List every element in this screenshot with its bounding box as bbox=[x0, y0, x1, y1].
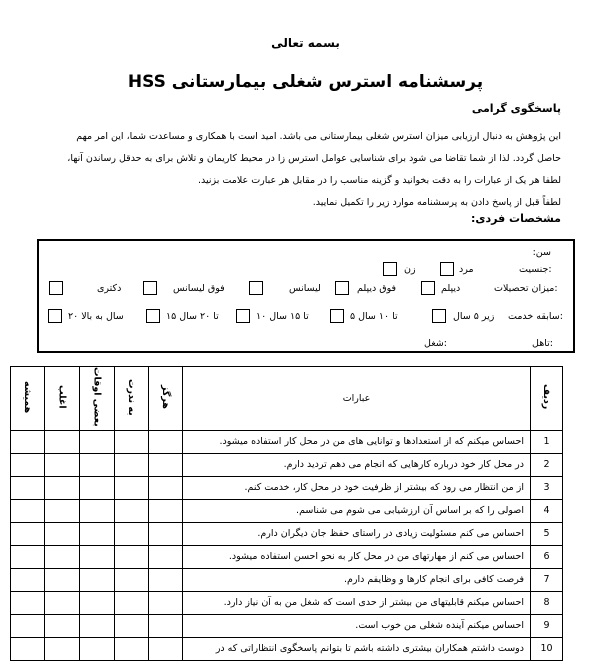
gender-label: جنسیت: bbox=[519, 264, 552, 275]
answer-cell-often[interactable] bbox=[45, 522, 80, 545]
answer-cell-sometimes[interactable] bbox=[80, 522, 115, 545]
row-number: 4 bbox=[531, 499, 563, 522]
answer-cell-rarely[interactable] bbox=[115, 568, 149, 591]
answer-cell-always[interactable] bbox=[11, 430, 45, 453]
table-row bbox=[11, 476, 563, 499]
answer-cell-never[interactable] bbox=[149, 591, 183, 614]
experience-label: سابقه خدمت: bbox=[508, 311, 563, 322]
statement-text: اصولی را که بر اساس آن ارزشیابی می شوم می شناسم. bbox=[183, 499, 531, 522]
row-number: 6 bbox=[531, 545, 563, 568]
answer-cell-rarely[interactable] bbox=[115, 591, 149, 614]
edu-master-label: فوق لیسانس bbox=[173, 283, 225, 294]
exp-over20-label: ۲۰ سال به بالا bbox=[68, 311, 124, 322]
edu-phd-checkbox[interactable] bbox=[49, 281, 63, 295]
row-number: 5 bbox=[531, 522, 563, 545]
answer-cell-sometimes[interactable] bbox=[80, 430, 115, 453]
answer-cell-always[interactable] bbox=[11, 499, 45, 522]
table-row bbox=[11, 522, 563, 545]
table-row bbox=[11, 545, 563, 568]
answer-cell-never[interactable] bbox=[149, 453, 183, 476]
answer-cell-often[interactable] bbox=[45, 591, 80, 614]
marital-label: تاهل: bbox=[532, 338, 553, 349]
statement-text: از من انتظار می رود که بیشتر از ظرفیت خود در محل کار، خدمت کنم. bbox=[183, 476, 531, 499]
header-row-number: ردیف bbox=[531, 367, 563, 431]
demographics-box bbox=[37, 239, 575, 353]
answer-cell-always[interactable] bbox=[11, 545, 45, 568]
intro-line-2: حاصل گردد. لذا از شما تقاضا می شود برای شناسایی عوامل استرس زا در محیط کاریمان و تلاش برای به حدقل رساندن آنها، bbox=[67, 153, 561, 164]
edu-associate-label: فوق دیپلم bbox=[357, 283, 397, 294]
statement-text: دوست داشتم همکاران بیشتری داشته باشم تا بتوانم پاسخگوی انتظاراتی که در bbox=[183, 637, 531, 660]
exp-10to15-checkbox[interactable] bbox=[236, 309, 250, 323]
table-row bbox=[11, 614, 563, 637]
answer-cell-rarely[interactable] bbox=[115, 522, 149, 545]
answer-cell-rarely[interactable] bbox=[115, 499, 149, 522]
answer-cell-sometimes[interactable] bbox=[80, 637, 115, 660]
answer-cell-often[interactable] bbox=[45, 545, 80, 568]
greeting: پاسخگوی گرامی bbox=[471, 102, 561, 115]
row-number: 8 bbox=[531, 591, 563, 614]
answer-cell-sometimes[interactable] bbox=[80, 545, 115, 568]
answer-cell-rarely[interactable] bbox=[115, 430, 149, 453]
intro-line-1: این پژوهش به دنبال ارزیابی میزان استرس شغلی بیمارستانی می باشد. امید است با همکاری و مساعدت شما، این امر مهم bbox=[76, 131, 561, 142]
header-rarely: به ندرت bbox=[115, 367, 149, 431]
intro-line-3: لطفا هر یک از عبارات را به دقت بخوانید و گزینه مناسب را در مقابل هر عبارت علامت بزنید. bbox=[198, 175, 561, 186]
header-statements: عبارات bbox=[183, 367, 531, 431]
questionnaire-title: پرسشنامه استرس شغلی بیمارستانی HSS bbox=[127, 72, 484, 92]
section-title: مشخصات فردی: bbox=[471, 212, 561, 225]
header-always: همیشه bbox=[11, 367, 45, 431]
answer-cell-never[interactable] bbox=[149, 568, 183, 591]
education-label: میزان تحصیلات: bbox=[494, 283, 558, 294]
header-often: اغلب bbox=[45, 367, 80, 431]
table-row bbox=[11, 637, 563, 660]
answer-cell-never[interactable] bbox=[149, 614, 183, 637]
statement-text: احساس میکنم که از استعدادها و توانایی های من در محل کار استفاده میشود. bbox=[183, 430, 531, 453]
questionnaire-table bbox=[10, 366, 563, 661]
answer-cell-sometimes[interactable] bbox=[80, 453, 115, 476]
exp-under5-checkbox[interactable] bbox=[432, 309, 446, 323]
answer-cell-always[interactable] bbox=[11, 476, 45, 499]
header-never: هرگز bbox=[149, 367, 183, 431]
answer-cell-sometimes[interactable] bbox=[80, 568, 115, 591]
answer-cell-never[interactable] bbox=[149, 637, 183, 660]
answer-cell-often[interactable] bbox=[45, 614, 80, 637]
answer-cell-never[interactable] bbox=[149, 499, 183, 522]
gender-male-checkbox[interactable] bbox=[440, 262, 454, 276]
exp-15to20-checkbox[interactable] bbox=[146, 309, 160, 323]
statement-text: در محل کار خود درباره کارهایی که انجام می دهم تردید دارم. bbox=[183, 453, 531, 476]
edu-phd-label: دکتری bbox=[97, 283, 122, 294]
gender-female-label: زن bbox=[404, 264, 416, 275]
answer-cell-never[interactable] bbox=[149, 476, 183, 499]
edu-diploma-label: دیپلم bbox=[441, 283, 461, 294]
answer-cell-often[interactable] bbox=[45, 568, 80, 591]
statement-text: احساس میکنم قابلیتهای من بیشتر از حدی است که شغل من به آن نیاز دارد. bbox=[183, 591, 531, 614]
edu-associate-checkbox[interactable] bbox=[335, 281, 349, 295]
statement-text: احساس می کنم مسئولیت زیادی در راستای حفظ جان دیگران دارم. bbox=[183, 522, 531, 545]
basmala: بسمه تعالی bbox=[271, 36, 340, 50]
answer-cell-always[interactable] bbox=[11, 591, 45, 614]
job-label: شغل: bbox=[424, 338, 447, 349]
answer-cell-sometimes[interactable] bbox=[80, 614, 115, 637]
gender-male-label: مرد bbox=[459, 264, 474, 275]
table-row bbox=[11, 430, 563, 453]
edu-diploma-checkbox[interactable] bbox=[421, 281, 435, 295]
row-number: 1 bbox=[531, 430, 563, 453]
statement-text: احساس می کنم از مهارتهای من در محل کار به نحو احسن استفاده میشود. bbox=[183, 545, 531, 568]
answer-cell-always[interactable] bbox=[11, 522, 45, 545]
intro-line-4: لطفاً قبل از پاسخ دادن به پرسشنامه موارد زیر را تکمیل نمایید. bbox=[312, 197, 561, 208]
answer-cell-often[interactable] bbox=[45, 453, 80, 476]
edu-bachelor-label: لیسانس bbox=[289, 283, 321, 294]
exp-over20-checkbox[interactable] bbox=[48, 309, 62, 323]
row-number: 2 bbox=[531, 453, 563, 476]
exp-10to15-label: ۱۰ تا ۱۵ سال bbox=[256, 311, 309, 322]
answer-cell-always[interactable] bbox=[11, 453, 45, 476]
answer-cell-often[interactable] bbox=[45, 476, 80, 499]
statement-text: فرصت کافی برای انجام کارها و وظایفم دارم. bbox=[183, 568, 531, 591]
row-number: 7 bbox=[531, 568, 563, 591]
exp-15to20-label: ۱۵ تا ۲۰ سال bbox=[166, 311, 219, 322]
answer-cell-sometimes[interactable] bbox=[80, 476, 115, 499]
statement-text: احساس میکنم آینده شغلی من خوب است. bbox=[183, 614, 531, 637]
gender-female-checkbox[interactable] bbox=[383, 262, 397, 276]
answer-cell-rarely[interactable] bbox=[115, 637, 149, 660]
answer-cell-never[interactable] bbox=[149, 545, 183, 568]
exp-5to10-checkbox[interactable] bbox=[330, 309, 344, 323]
age-label: سن: bbox=[532, 247, 551, 258]
answer-cell-always[interactable] bbox=[11, 637, 45, 660]
table-row bbox=[11, 591, 563, 614]
exp-5to10-label: ۵ تا ۱۰ سال bbox=[350, 311, 398, 322]
answer-cell-never[interactable] bbox=[149, 522, 183, 545]
answer-cell-rarely[interactable] bbox=[115, 614, 149, 637]
row-number: 10 bbox=[531, 637, 563, 660]
answer-cell-often[interactable] bbox=[45, 637, 80, 660]
table-row bbox=[11, 453, 563, 476]
table-row bbox=[11, 499, 563, 522]
row-number: 3 bbox=[531, 476, 563, 499]
edu-master-checkbox[interactable] bbox=[143, 281, 157, 295]
answer-cell-often[interactable] bbox=[45, 430, 80, 453]
answer-cell-never[interactable] bbox=[149, 430, 183, 453]
table-row bbox=[11, 568, 563, 591]
exp-under5-label: زیر ۵ سال bbox=[453, 311, 495, 322]
answer-cell-often[interactable] bbox=[45, 499, 80, 522]
answer-cell-always[interactable] bbox=[11, 568, 45, 591]
edu-bachelor-checkbox[interactable] bbox=[249, 281, 263, 295]
answer-cell-sometimes[interactable] bbox=[80, 499, 115, 522]
answer-cell-always[interactable] bbox=[11, 614, 45, 637]
answer-cell-sometimes[interactable] bbox=[80, 591, 115, 614]
answer-cell-rarely[interactable] bbox=[115, 453, 149, 476]
answer-cell-rarely[interactable] bbox=[115, 476, 149, 499]
header-sometimes: بعضی اوقات bbox=[80, 367, 115, 431]
row-number: 9 bbox=[531, 614, 563, 637]
answer-cell-rarely[interactable] bbox=[115, 545, 149, 568]
